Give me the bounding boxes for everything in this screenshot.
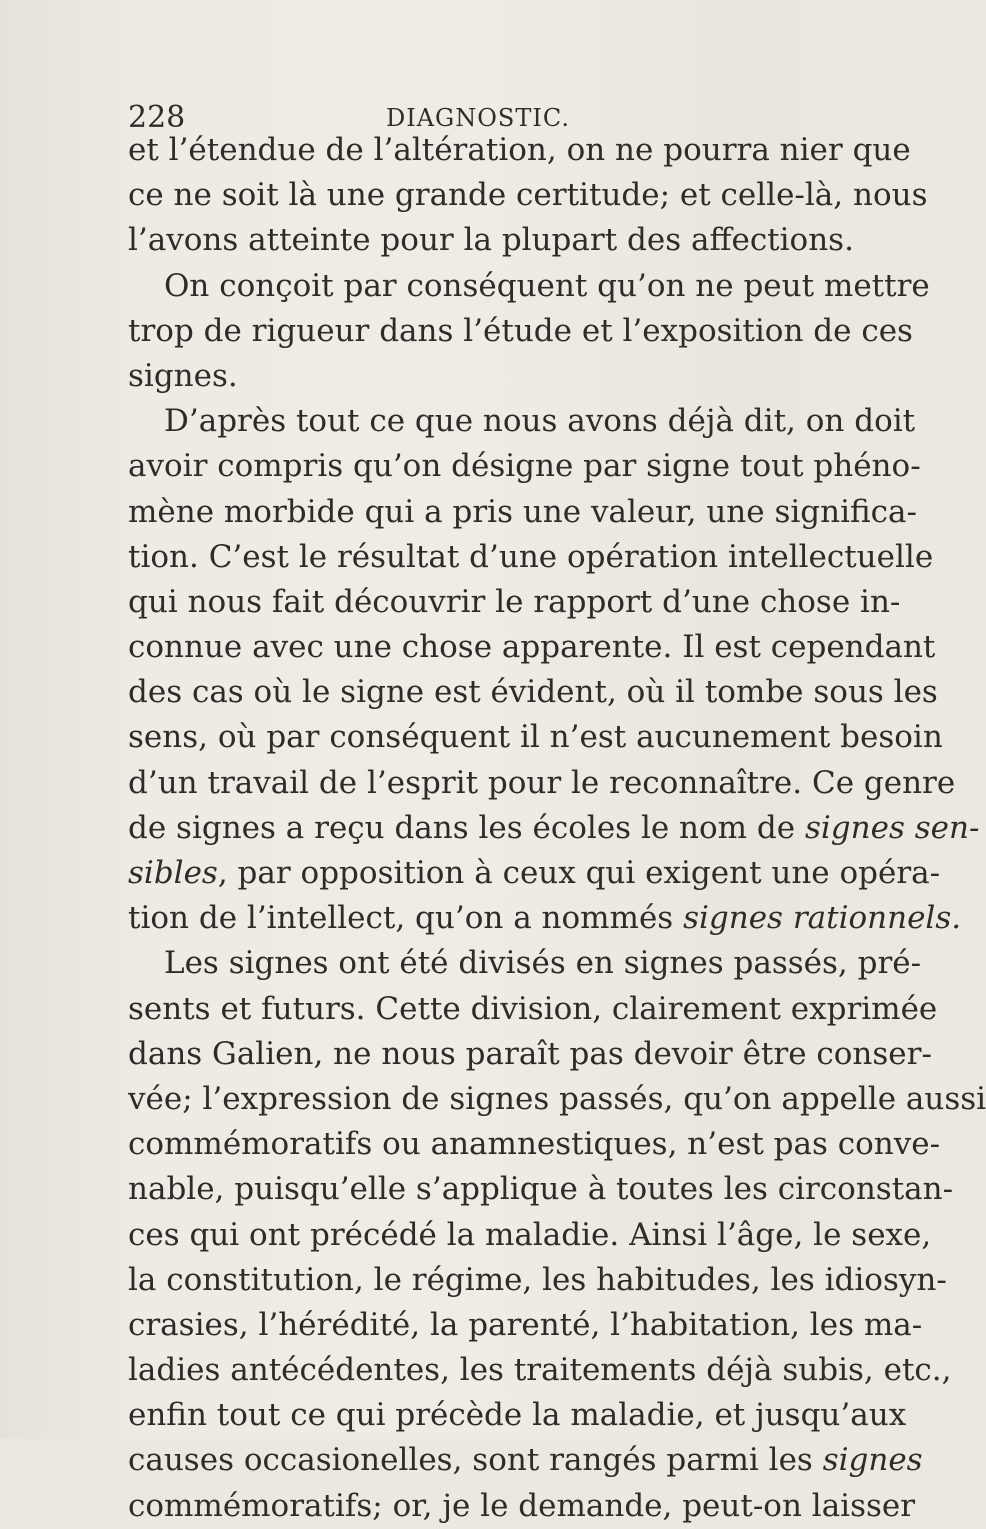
- text-line: [128, 128, 911, 173]
- text-line: [128, 851, 941, 896]
- text-segment: avoir compris qu’on désigne par signe tout phéno-: [128, 448, 921, 485]
- text-line: [128, 1167, 954, 1212]
- body-text: [128, 128, 986, 1529]
- text-line: [128, 1213, 932, 1258]
- text-line: [128, 715, 943, 760]
- text-segment: ce ne soit là une grande certitude; et celle-là, nous: [128, 177, 928, 214]
- text-line: [128, 987, 938, 1032]
- text-segment: commémoratifs; or, je le demande, peut-on laisser: [128, 1487, 916, 1524]
- text-segment: et l’étendue de l’altération, on ne pourra nier que: [128, 132, 911, 168]
- text-segment: enfin tout ce qui précède la maladie, et jusqu’aux: [128, 1397, 907, 1434]
- text-segment: de signes a reçu dans les écoles le nom de: [128, 809, 805, 846]
- text-line: [128, 1393, 907, 1438]
- text-line: [128, 1484, 916, 1529]
- text-line: [128, 1303, 923, 1348]
- text-line: [128, 399, 916, 444]
- text-line: [128, 173, 928, 218]
- text-line: [128, 264, 930, 309]
- text-line: [128, 218, 854, 263]
- text-line: [128, 490, 917, 535]
- text-line: [128, 941, 922, 986]
- text-segment: vée; l’expression de signes passés, qu’on appelle aussi: [128, 1080, 986, 1117]
- text-segment: ladies antécédentes, les traitements déjà subis, etc.,: [128, 1352, 952, 1389]
- text-segment: sents et futurs. Cette division, clairement exprimée: [128, 990, 938, 1027]
- italic-text: signes: [822, 1442, 923, 1479]
- text-segment: dans Galien, ne nous paraît pas devoir être conser-: [128, 1035, 932, 1072]
- text-line: [128, 1122, 941, 1167]
- text-segment: causes occasionelles, sont rangés parmi les: [128, 1442, 823, 1479]
- text-line: [128, 625, 936, 670]
- text-line: [128, 1438, 923, 1483]
- text-segment: signes.: [128, 357, 238, 394]
- text-line: [128, 1032, 932, 1077]
- text-segment: tion de l’intellect, qu’on a nommés: [128, 900, 684, 937]
- page-number: 228: [128, 100, 186, 135]
- text-line: [128, 1348, 952, 1393]
- text-line: [128, 309, 913, 354]
- text-line: [128, 1077, 986, 1122]
- text-segment: des cas où le signe est évident, où il tombe sous les: [128, 674, 938, 711]
- text-line: [128, 761, 956, 806]
- text-line: [128, 896, 962, 941]
- text-segment: mène morbide qui a pris une valeur, une significa-: [128, 493, 917, 530]
- text-line: [128, 806, 980, 851]
- text-segment: nable, puisqu’elle s’applique à toutes les circonstan-: [128, 1171, 954, 1208]
- italic-text: signes rationnels.: [683, 900, 962, 937]
- text-segment: commémoratifs ou anamnestiques, n’est pas conve-: [128, 1126, 941, 1163]
- text-segment: trop de rigueur dans l’étude et l’exposition de ces: [128, 312, 913, 349]
- text-line: [128, 670, 938, 715]
- text-segment: la constitution, le régime, les habitudes, les idiosyn-: [128, 1261, 947, 1298]
- text-segment: D’après tout ce que nous avons déjà dit, on doit: [164, 403, 916, 440]
- italic-text: sibles: [128, 855, 218, 891]
- text-line: [128, 580, 901, 625]
- text-segment: crasies, l’hérédité, la parenté, l’habitation, les ma-: [128, 1306, 923, 1343]
- text-segment: , par opposition à ceux qui exigent une opéra-: [217, 855, 941, 891]
- text-segment: qui nous fait découvrir le rapport d’une chose in-: [128, 583, 901, 620]
- running-head: DIAGNOSTIC.: [386, 104, 570, 132]
- text-segment: l’avons atteinte pour la plupart des affections.: [128, 222, 854, 259]
- italic-text: signes sen-: [804, 809, 980, 846]
- text-line: [128, 1258, 947, 1303]
- text-segment: connue avec une chose apparente. Il est cependant: [128, 629, 936, 666]
- text-segment: tion. C’est le résultat d’une opération intellectuelle: [128, 538, 934, 575]
- text-segment: d’un travail de l’esprit pour le reconnaître. Ce genre: [128, 764, 956, 801]
- text-line: [128, 354, 790, 399]
- text-segment: ces qui ont précédé la maladie. Ainsi l’âge, le sexe,: [128, 1216, 932, 1253]
- text-segment: sens, où par conséquent il n’est aucunement besoin: [128, 719, 943, 756]
- text-segment: On conçoit par conséquent qu’on ne peut mettre: [164, 267, 930, 304]
- text-segment: Les signes ont été divisés en signes passés, pré-: [164, 945, 922, 982]
- text-line: [128, 535, 934, 580]
- text-line: [128, 444, 921, 489]
